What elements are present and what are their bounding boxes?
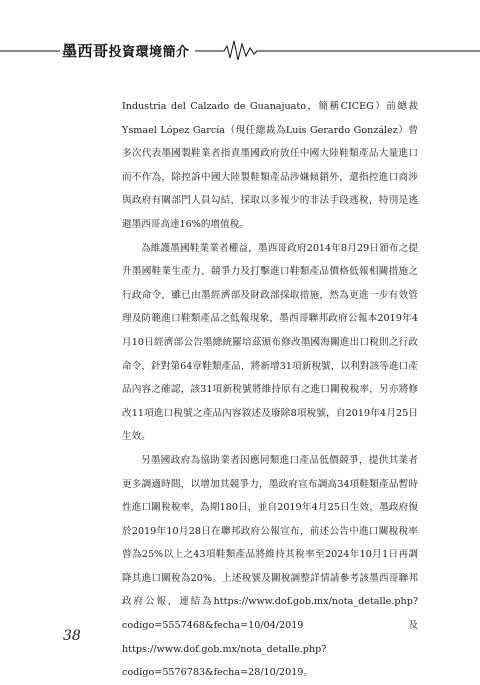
paragraph-3: 另墨國政府為協助業者因應同類進口產品低價競爭，提供其業者更多調適時間，以增加其競爭力，墨政府宣布調高34項鞋類產品暫時性進口關稅稅率，為期180日，並自2019年4月25日生效，墨政府復於2019年10月28日在聯邦政府公報宣布，前述公告中進口關稅稅率曾為25%以上之43項鞋類產品將維持其稅率至2024年10月1日再調降其進口關稅為20%。上述稅號及關稅調整詳情請參考該墨西哥聯邦政府公報，連結為https://www.dof.gob.mx/nota_detalle.php?codigo=5557468&fecha=10/04/2019 及 https://www.dof.gob.mx/nota_detalle.php?codigo=5576783&fecha=28/10/2019。 — [122, 454, 418, 679]
header-title-subtitle: 投資環境簡介 — [108, 45, 190, 60]
header-title — [62, 40, 190, 61]
header-title-country: 墨西哥 — [62, 42, 109, 60]
paragraph-2: 為維護墨國鞋業業者權益，墨西哥政府2014年8月29日頒布之提升墨國鞋業生產力、競爭力及打擊進口鞋類產品價格低報相關措施之行政命令，雖已由墨經濟部及財政部採取措施，然為更進一步有效管理及防範進口鞋類產品之低報現象，墨西哥聯邦政府公報本2019年4月10日經濟部公告墨總統羅培茲頒布修改墨國海關進出口稅則之行政命令，針對第64章鞋類產品，將新增31項新稅號，以利對該等進口產品內容之確認，該31項新稅號將維持原有之進口關稅稅率，另亦將修改11項進口稅號之產品內容敘述及廢除8項稅號，自2019年4月25日生效。 — [122, 242, 418, 443]
body-text — [122, 95, 418, 685]
paragraph-1: Industria del Calzado de Guanajuato，簡稱CICEG）前總裁Ysmael López García（現任總裁為Luis Gerardo González）曾多次代表墨國製鞋業者指責墨國政府放任中國大陸鞋類產品大量進口而不作為，除控訴中國大陸製鞋類產品涉嫌傾銷外，還指控進口商涉與政府有關部門人員勾結，採取以多報少的非法手段逃稅，特別是逃避墨西哥高達16%的增值稅。 — [122, 101, 418, 230]
page-number: 38 — [63, 628, 81, 644]
page-header — [0, 38, 480, 62]
